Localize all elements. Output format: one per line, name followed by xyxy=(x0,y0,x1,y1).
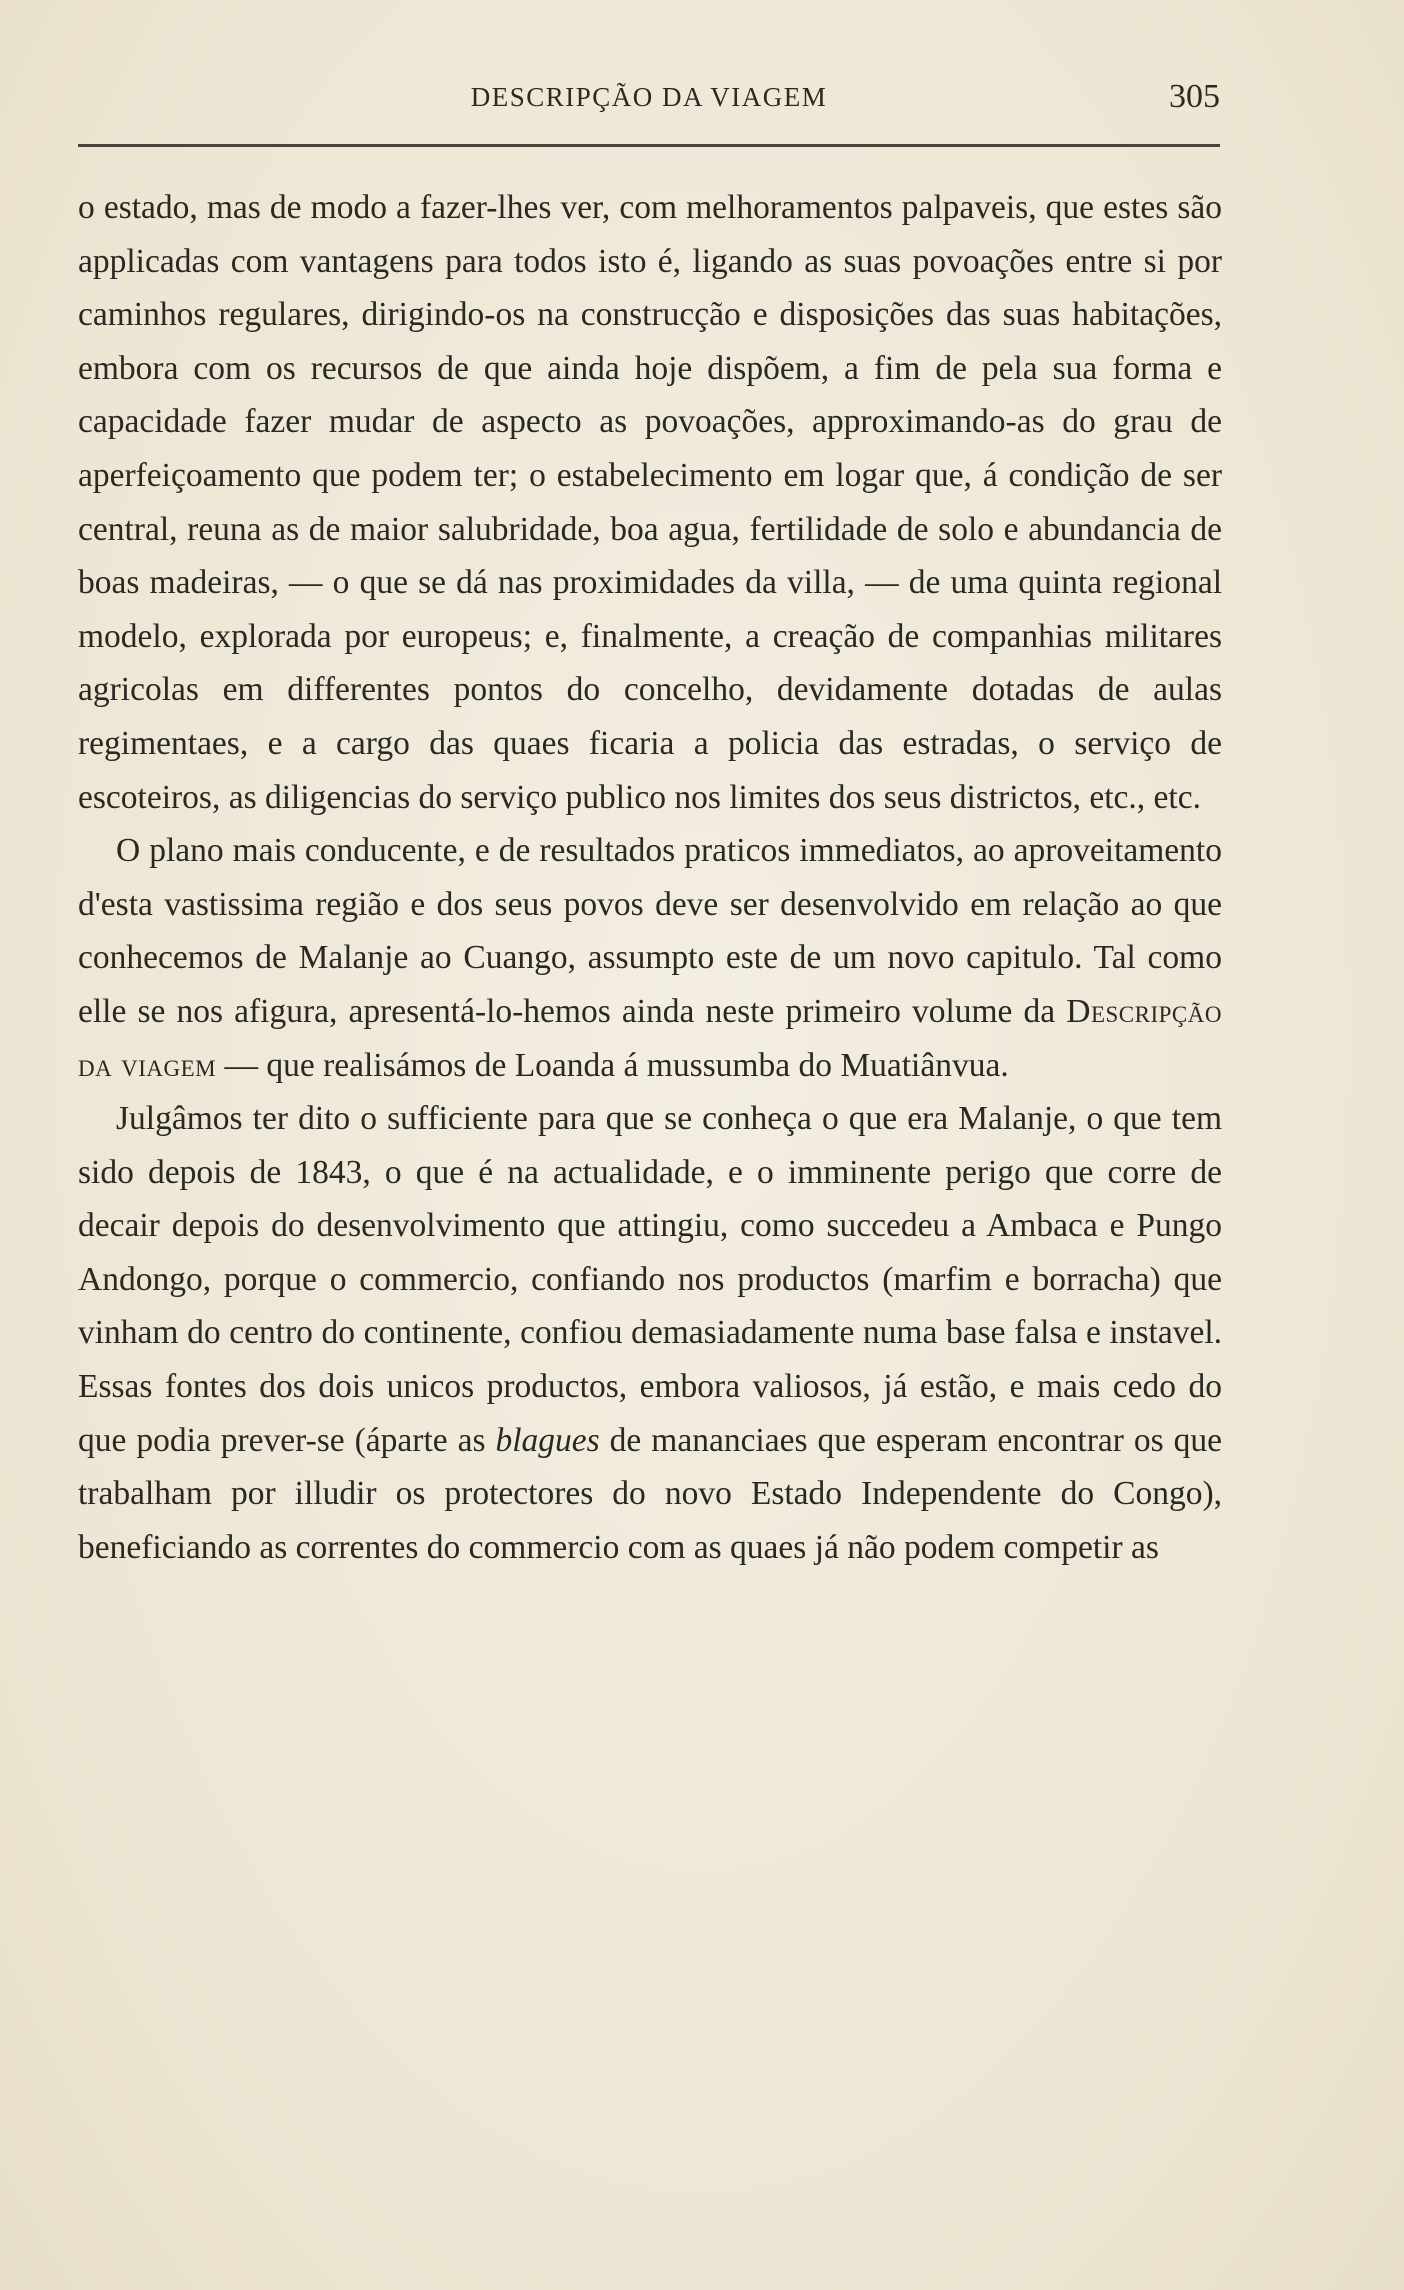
paragraph-3-text-before: Julgâmos ter dito o sufficiente para que se conheça o que era Malanje, o que tem sido depois de 1843, o que é na actualidade, e o imminente perigo que corre de decair depois do desenvolvimento que attingiu, como succedeu a Ambaca e Pungo Andongo, porque o commercio, confiando nos productos (marfim e borracha) que vinham do centro do continente, confiou demasiadamente numa base falsa e instavel. Essas fontes dos dois unicos productos, embora valiosos, já estão, e mais cedo do que podia prever-se (áparte as xyxy=(78,1100,1222,1459)
page-header xyxy=(78,78,1220,122)
paragraph-1-text: o estado, mas de modo a fazer-lhes ver, com melhoramentos palpaveis, que estes são applicadas com vantagens para todos isto é, ligando as suas povoações entre si por caminhos regulares, dirigindo-os na construcção e disposições das suas habitações, embora com os recursos de que ainda hoje dispõem, a fim de pela sua forma e capacidade fazer mudar de aspecto as povoações, approximando-as do grau de aperfeiçoamento que podem ter; o estabelecimento em logar que, á condição de ser central, reuna as de maior salubridade, boa agua, fertilidade de solo e abundancia de boas madeiras, — o que se dá nas proximidades da villa, — de uma quinta regional modelo, explorada por europeus; e, finalmente, a creação de companhias militares agricolas em differentes pontos do concelho, devidamente dotadas de aulas regimentaes, e a cargo das quaes ficaria a policia das estradas, o serviço de escoteiros, as diligencias do serviço publico nos limites dos seus districtos, etc., etc. xyxy=(78,189,1222,816)
header-rule xyxy=(78,144,1220,147)
paragraph-2-text-before: O plano mais conducente, e de resultados praticos immediatos, ao aproveitamento d'esta vastissima região e dos seus povos deve ser desenvolvido em relação ao que conhecemos de Malanje ao Cuango, assumpto este de um novo capitulo. Tal como elle se nos afigura, apresentá-lo-hemos ainda neste primeiro volume da xyxy=(78,832,1222,1030)
paragraph-3-text-after: de mananciaes que esperam encontrar os que trabalham por illudir os protectores do novo Estado Independente do Congo), beneficiando as correntes do commercio com as quaes já não podem competir as xyxy=(78,1421,1222,1566)
running-title: DESCRIPÇÃO DA VIAGEM xyxy=(470,82,828,112)
page-number: 305 xyxy=(1169,78,1220,115)
paragraph-2 xyxy=(78,824,1222,1092)
paragraph-1 xyxy=(78,181,1222,824)
italic-word: blagues xyxy=(495,1421,600,1459)
paragraph-2-text-after: — que realisámos de Loanda á mussumba do Muatiânvua. xyxy=(216,1046,1009,1084)
paragraph-3 xyxy=(78,1092,1222,1574)
book-title: Descripção da viagem xyxy=(78,992,1222,1084)
body-text xyxy=(78,181,1222,1574)
